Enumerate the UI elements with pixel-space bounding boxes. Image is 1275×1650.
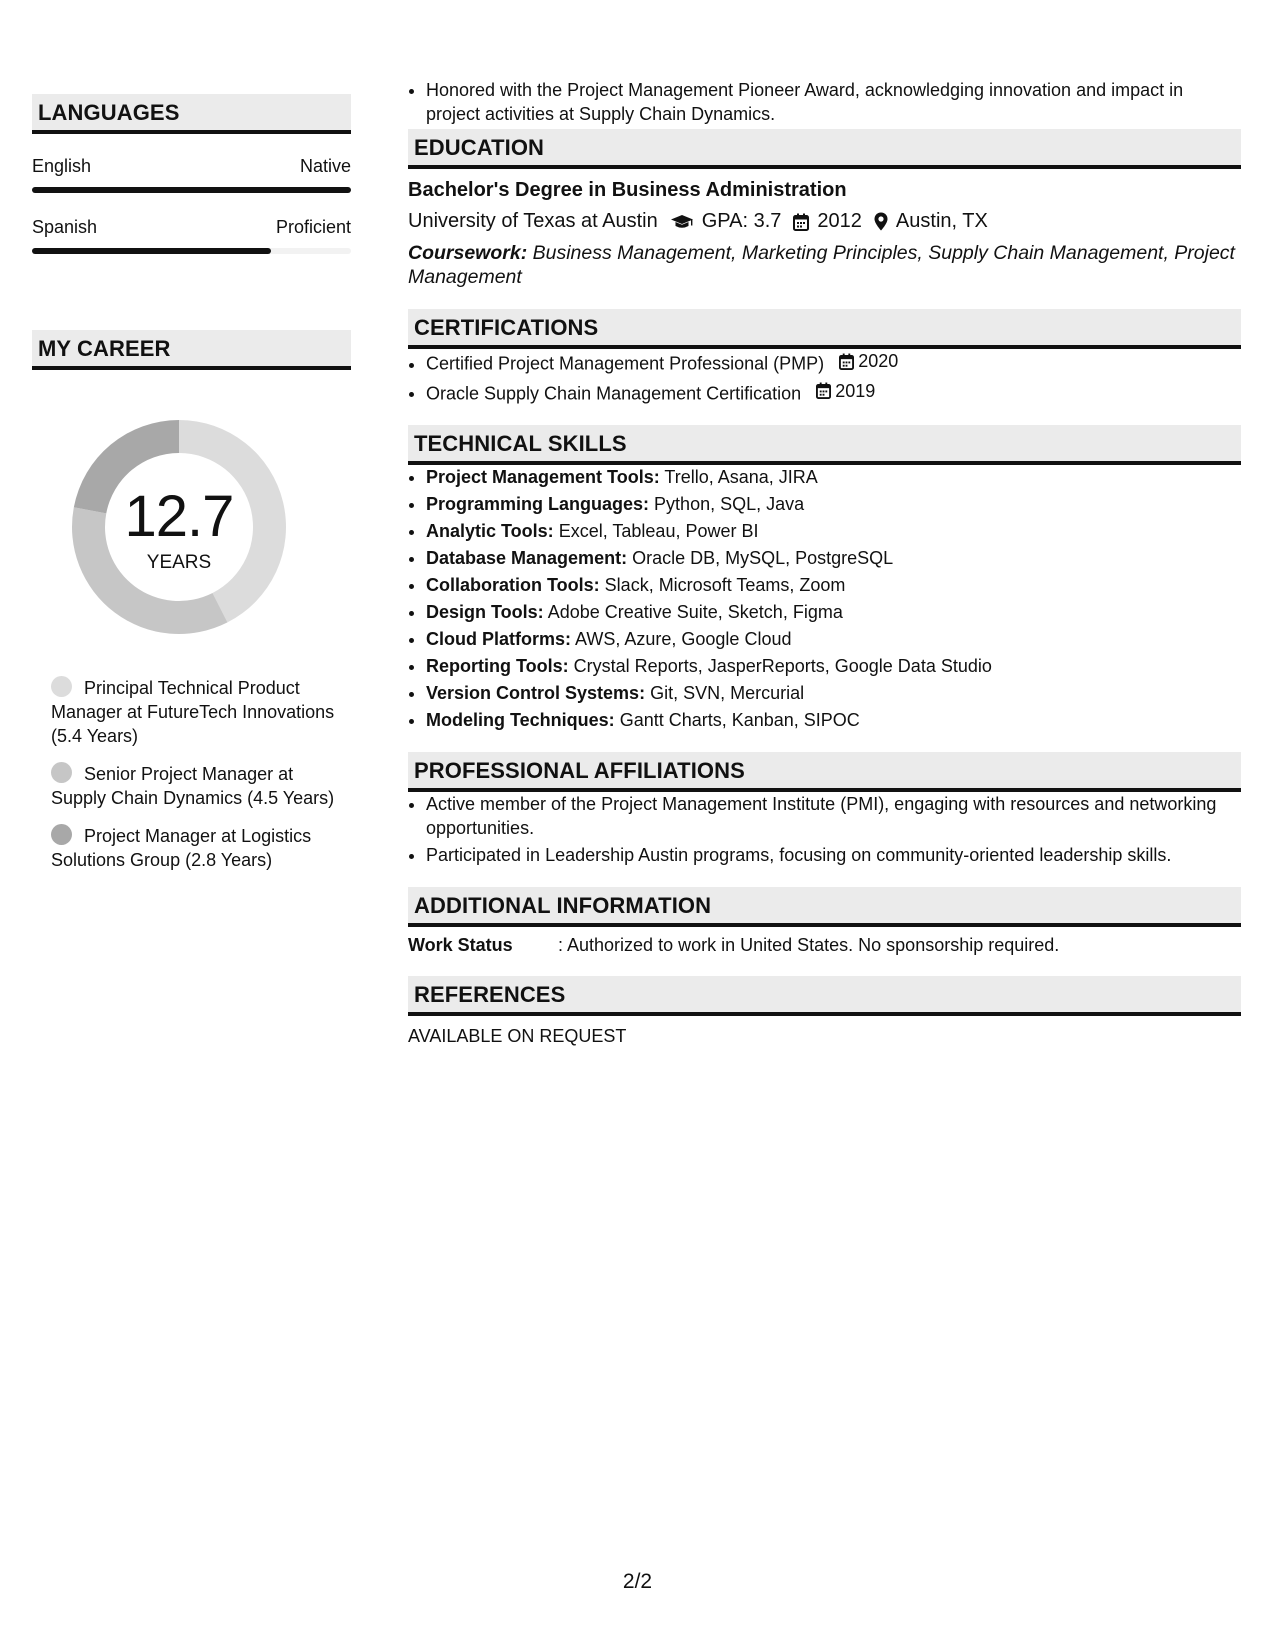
language-item	[32, 217, 351, 254]
work-status-value: : Authorized to work in United States. No sponsorship required.	[558, 935, 1060, 955]
coursework-list: Business Management, Marketing Principles, Supply Chain Management, Project Management	[408, 242, 1235, 288]
additional-info-heading: ADDITIONAL INFORMATION	[408, 887, 1241, 927]
calendar-icon	[793, 213, 809, 231]
education-gpa: GPA: 3.7	[701, 210, 782, 232]
skill-label: Design Tools:	[426, 602, 544, 622]
graduation-cap-icon	[670, 214, 694, 230]
certification-year: 2020	[858, 351, 899, 371]
certifications-section	[408, 309, 1241, 405]
career-role-label: Principal Technical Product Manager at FutureTech Innovations (5.4 Years)	[51, 678, 335, 746]
skill-label: Version Control Systems:	[426, 683, 646, 703]
references-text: AVAILABLE ON REQUEST	[408, 1026, 627, 1046]
skill-item	[426, 492, 1241, 516]
certification-item	[426, 349, 1241, 376]
skill-value: Oracle DB, MySQL, PostgreSQL	[632, 548, 894, 568]
languages-section	[32, 94, 351, 254]
education-coursework	[408, 241, 1241, 289]
career-legend-item	[51, 762, 351, 810]
career-heading: MY CAREER	[32, 330, 351, 370]
references-section	[408, 976, 1241, 1047]
career-legend	[51, 676, 351, 872]
language-level: Proficient	[275, 217, 351, 237]
certification-item	[426, 379, 1241, 406]
technical-skills-list	[408, 465, 1241, 732]
education-meta	[408, 210, 1241, 233]
skill-item	[426, 627, 1241, 651]
affiliations-section	[408, 752, 1241, 867]
language-name: Spanish	[32, 217, 98, 237]
work-status-row	[408, 935, 1241, 956]
work-status-label: Work Status	[408, 935, 513, 955]
skill-value: Gantt Charts, Kanban, SIPOC	[619, 710, 860, 730]
skill-label: Modeling Techniques:	[426, 710, 615, 730]
skill-item	[426, 465, 1241, 489]
skill-label: Database Management:	[426, 548, 628, 568]
language-proficiency-fill	[32, 248, 271, 254]
skill-value: Trello, Asana, JIRA	[664, 467, 818, 487]
skill-item	[426, 519, 1241, 543]
skill-label: Cloud Platforms:	[426, 629, 572, 649]
career-section	[32, 330, 351, 872]
calendar-icon	[816, 382, 831, 399]
education-section	[408, 129, 1241, 289]
affiliations-heading: PROFESSIONAL AFFILIATIONS	[408, 752, 1241, 792]
right-column	[408, 78, 1241, 1047]
coursework-label: Coursework:	[408, 242, 528, 264]
affiliation-item: • Participated in Leadership Austin programs, focusing on community-oriented leadership skills.	[426, 843, 1241, 867]
skill-label: Collaboration Tools:	[426, 575, 600, 595]
left-column	[32, 94, 351, 886]
certifications-heading: CERTIFICATIONS	[408, 309, 1241, 349]
skill-value: Crystal Reports, JasperReports, Google Data Studio	[573, 656, 992, 676]
career-total-unit: YEARS	[146, 552, 212, 573]
career-legend-item	[51, 824, 351, 872]
career-legend-item	[51, 676, 351, 748]
legend-dot	[51, 762, 72, 783]
education-heading: EDUCATION	[408, 129, 1241, 169]
skill-value: Excel, Tableau, Power BI	[558, 521, 759, 541]
skill-item	[426, 681, 1241, 705]
technical-skills-section	[408, 425, 1241, 732]
skill-value: Python, SQL, Java	[654, 494, 805, 514]
skill-value: Git, SVN, Mercurial	[650, 683, 805, 703]
certifications-list	[408, 349, 1241, 405]
certification-name: Certified Project Management Professional (PMP)	[426, 353, 825, 374]
affiliations-list	[408, 792, 1241, 867]
education-school: University of Texas at Austin	[408, 210, 658, 232]
legend-dot	[51, 676, 72, 697]
experience-continued	[408, 78, 1241, 126]
skill-label: Analytic Tools:	[426, 521, 554, 541]
education-degree: Bachelor's Degree in Business Administration	[408, 179, 847, 201]
language-proficiency-bar	[32, 248, 351, 254]
skill-item	[426, 546, 1241, 570]
career-role-label: Project Manager at Logistics Solutions Group (2.8 Years)	[51, 826, 312, 870]
technical-skills-heading: TECHNICAL SKILLS	[408, 425, 1241, 465]
map-pin-icon	[874, 212, 888, 231]
language-level: Native	[299, 156, 351, 176]
career-total-years: 12.7	[124, 484, 234, 549]
certification-year: 2019	[835, 380, 876, 401]
skill-value: Slack, Microsoft Teams, Zoom	[604, 575, 846, 595]
certification-name: Oracle Supply Chain Management Certification	[426, 383, 802, 403]
calendar-icon	[839, 353, 854, 370]
languages-heading: LANGUAGES	[32, 94, 351, 134]
skill-item	[426, 654, 1241, 678]
language-item	[32, 156, 351, 193]
language-proficiency-bar	[32, 187, 351, 193]
skill-item	[426, 600, 1241, 624]
skill-value: Adobe Creative Suite, Sketch, Figma	[547, 602, 843, 622]
education-location: Austin, TX	[895, 210, 988, 232]
language-name: English	[32, 156, 92, 176]
skill-item	[426, 708, 1241, 732]
additional-info-section	[408, 887, 1241, 956]
career-donut-chart	[66, 414, 292, 640]
page-number: 2/2	[622, 1570, 653, 1593]
language-proficiency-fill	[32, 187, 351, 193]
skill-label: Programming Languages:	[426, 494, 650, 514]
affiliation-item: • Active member of the Project Management Institute (PMI), engaging with resources and networking opportunities.	[426, 792, 1241, 840]
experience-bullet: • Honored with the Project Management Pioneer Award, acknowledging innovation and impact in project activities at Supply Chain Dynamics.	[426, 78, 1241, 126]
legend-dot	[51, 824, 72, 845]
skill-item	[426, 573, 1241, 597]
career-role-label: Senior Project Manager at Supply Chain Dynamics (4.5 Years)	[51, 764, 335, 808]
skill-label: Project Management Tools:	[426, 467, 660, 487]
references-heading: REFERENCES	[408, 976, 1241, 1016]
skill-label: Reporting Tools:	[426, 656, 569, 676]
skill-value: AWS, Azure, Google Cloud	[575, 629, 792, 649]
education-year: 2012	[817, 210, 862, 232]
